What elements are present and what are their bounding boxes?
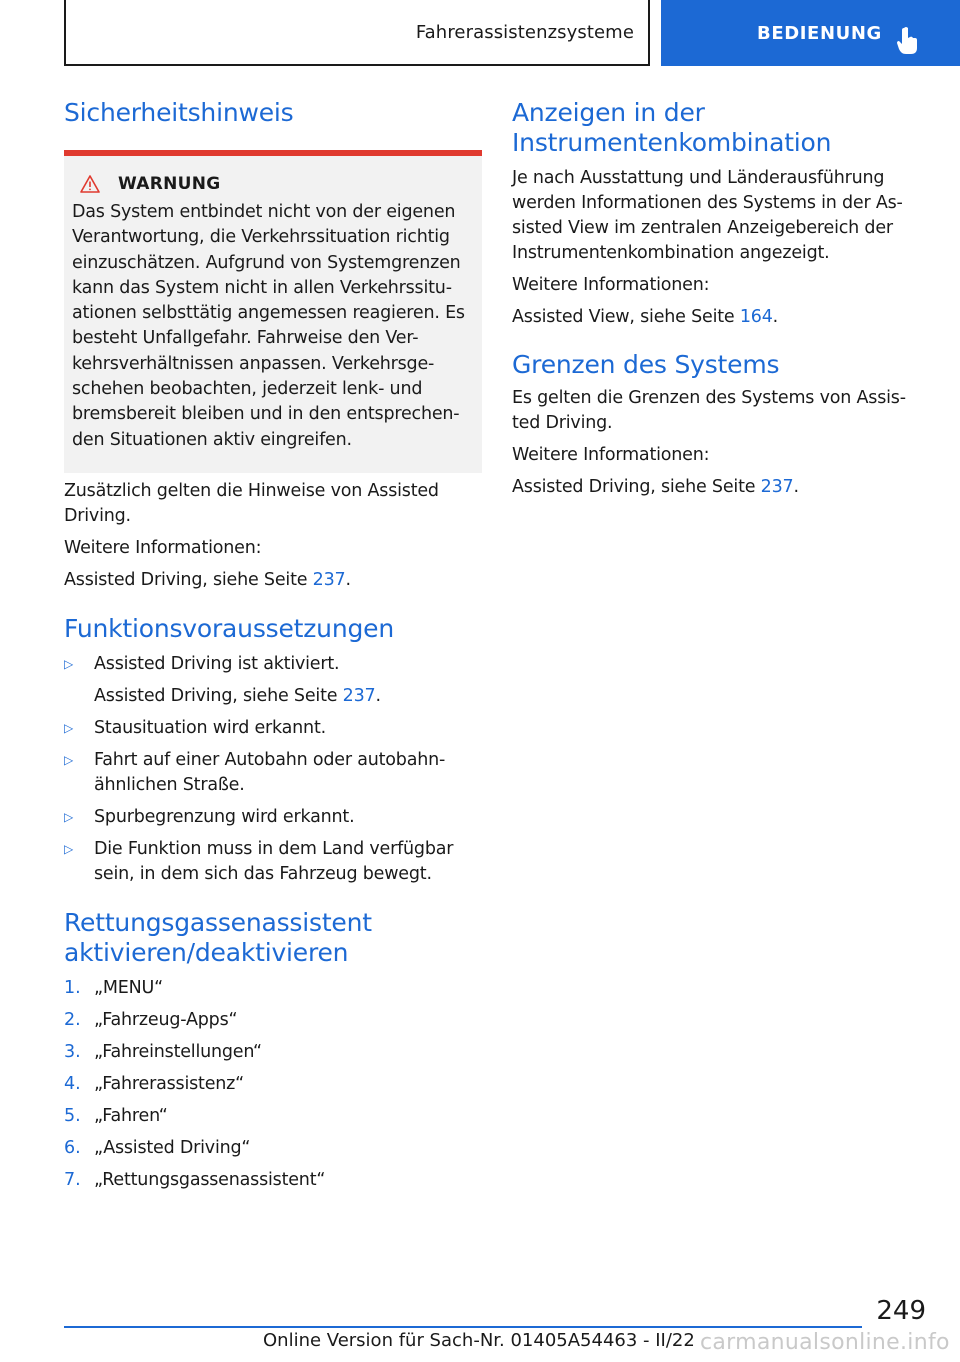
function-heading: Funktionsvoraussetzungen xyxy=(64,613,394,643)
header-chapter-title: BEDIENUNG xyxy=(757,22,882,44)
list-item: 3. „Fahreinstellungen“ xyxy=(64,1041,262,1062)
warning-triangle-icon xyxy=(80,175,100,193)
more-info-label: Weitere Informationen: xyxy=(512,275,710,295)
bullet-triangle-icon: ▷ xyxy=(64,752,74,767)
display-text: Je nach Ausstattung und Länderausführung werden Informationen des Systems in der As-sisted View im zentralen Anzeigebereich der Instrumentenkombination angezeigt. xyxy=(512,168,903,263)
list-item: ▷ Spurbegrenzung wird erkannt. xyxy=(64,805,482,830)
list-item: 7. „Rettungsgassenassistent“ xyxy=(64,1169,326,1190)
list-item: 6. „Assisted Driving“ xyxy=(64,1137,251,1158)
header-section-title: Fahrerassistenzsysteme xyxy=(415,21,634,43)
list-item: 4. „Fahrerassistenz“ xyxy=(64,1073,244,1094)
page-link[interactable]: 237 xyxy=(760,477,794,497)
list-item: ▷ Assisted Driving ist aktiviert. Assisted Driving, siehe Seite 237. xyxy=(64,652,482,709)
extra-note: Zusätzlich gelten die Hinweise von Assisted Driving. xyxy=(64,480,439,526)
display-heading: Anzeigen in der Instrumentenkombination xyxy=(512,98,832,157)
requirements-list xyxy=(64,652,482,887)
watermark: carmanualsonline.info xyxy=(700,1330,950,1355)
warning-text: Das System entbindet nicht von der eigenen Verantwortung, die Verkehrssituation richtig einzuschätzen. Aufgrund von Systemgrenzen kann das System nicht in allen Verkehrssitu-ationen selbsttätig angemessen reagieren. Es besteht Unfallgefahr. Fahrweise den Ver-kehrsverhältnissen anpassen. Verkehrsge-schehen beobachten, jederzeit lenk- und bremsbereit bleiben und in den entsprechen-den Situationen aktiv eingreifen. xyxy=(72,202,465,450)
list-item: ▷ Fahrt auf einer Autobahn oder autobahn-ähnlichen Straße. xyxy=(64,748,482,798)
header-chapter-tab[interactable] xyxy=(661,0,960,66)
list-item: ▷ Stausituation wird erkannt. xyxy=(64,716,482,741)
footer-divider xyxy=(64,1326,862,1328)
rescue-heading: Rettungsgassenassistent aktivieren/deaktivieren xyxy=(64,907,372,967)
warning-box xyxy=(64,150,482,473)
list-item: ▷ Die Funktion muss in dem Land verfügbar sein, in dem sich das Fahrzeug bewegt. xyxy=(64,837,482,887)
right-column xyxy=(512,98,932,500)
bullet-triangle-icon: ▷ xyxy=(64,841,74,856)
warning-header xyxy=(80,174,474,194)
page-link[interactable]: 237 xyxy=(342,685,376,706)
limits-heading: Grenzen des Systems xyxy=(512,350,780,379)
reference-line: Assisted View, siehe Seite 164. xyxy=(512,307,779,327)
page-number: 249 xyxy=(876,1296,926,1326)
page-link[interactable]: 237 xyxy=(312,569,346,590)
steps-list xyxy=(64,976,482,1193)
bullet-triangle-icon: ▷ xyxy=(64,656,74,671)
more-info-label: Weitere Informationen: xyxy=(64,537,262,558)
warning-title: WARNUNG xyxy=(118,174,221,194)
hand-pointer-icon xyxy=(895,26,921,56)
header-section-box xyxy=(64,0,650,66)
left-column xyxy=(64,98,482,1200)
reference-line: Assisted Driving, siehe Seite 237. xyxy=(64,569,351,590)
bullet-triangle-icon: ▷ xyxy=(64,809,74,824)
list-item: 2. „Fahrzeug-Apps“ xyxy=(64,1009,238,1030)
bullet-triangle-icon: ▷ xyxy=(64,720,74,735)
safety-heading: Sicherheitshinweis xyxy=(64,98,294,127)
list-item: 1. „MENU“ xyxy=(64,977,163,998)
footer-online-version: Online Version für Sach-Nr. 01405A54463 - II/22 xyxy=(263,1330,695,1351)
more-info-label: Weitere Informationen: xyxy=(512,445,710,465)
reference-line: Assisted Driving, siehe Seite 237. xyxy=(94,685,381,706)
reference-line: Assisted Driving, siehe Seite 237. xyxy=(512,477,799,497)
page-link[interactable]: 164 xyxy=(739,307,773,327)
list-item: 5. „Fahren“ xyxy=(64,1105,168,1126)
limits-text: Es gelten die Grenzen des Systems von Assis-ted Driving. xyxy=(512,388,906,433)
